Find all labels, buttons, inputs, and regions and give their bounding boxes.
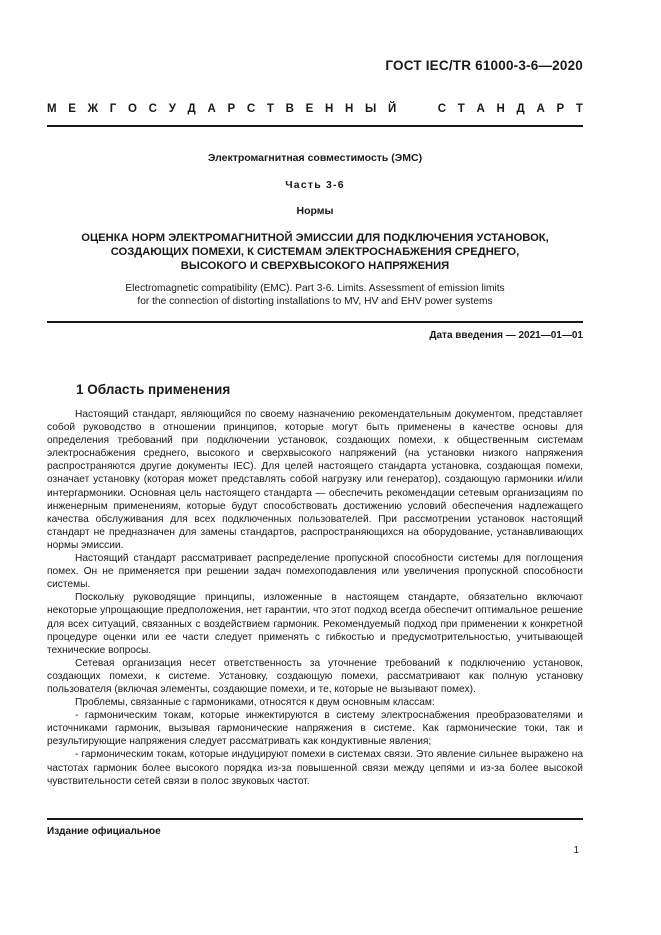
title-rule: [47, 321, 583, 323]
edition-label: Издание официальное: [47, 826, 161, 837]
subtitle: Нормы: [296, 205, 334, 217]
banner-letter: Т: [266, 103, 274, 115]
series-title: Электромагнитная совместимость (ЭМС): [207, 152, 423, 164]
banner-letter: [423, 103, 426, 115]
paragraph: Сетевая организация несет ответственность за уточнение требований к подключению установок, создающих помехи, к системе. Установку, создающую помехи, рассматривают как полную установку пользователя (включая элементы, создающие помехи, и те, которые не вызывают помех).: [47, 657, 583, 695]
banner-letter: Н: [496, 103, 505, 115]
main-title-line: ВЫСОКОГО И СВЕРХВЫСОКОГО НАПРЯЖЕНИЯ: [180, 260, 450, 272]
standard-designation: ГОСТ IEC/TR 61000-3-6—2020: [385, 58, 583, 73]
banner-letter: Е: [305, 103, 314, 115]
section-body: [47, 408, 583, 788]
banner-letter: С: [437, 103, 447, 115]
banner-letter: Н: [324, 103, 334, 115]
banner-letter: [408, 103, 411, 115]
header-rule: [47, 125, 583, 127]
section-heading: 1 Область применения: [76, 382, 231, 397]
banner-letter: Ы: [365, 103, 377, 115]
banner-letter: Ж: [87, 103, 99, 115]
banner-letter: Т: [457, 103, 465, 115]
effective-date: Дата введения — 2021—01—01: [429, 330, 583, 341]
banner-letter: А: [536, 103, 545, 115]
banner-letter: Г: [109, 103, 117, 115]
banner-letter: С: [246, 103, 256, 115]
banner-letter: С: [148, 103, 157, 115]
banner-letter: О: [128, 103, 137, 115]
main-title-line: СОЗДАЮЩИХ ПОМЕХИ, К СИСТЕМАМ ЭЛЕКТРОСНАБЖЕНИЯ СРЕДНЕГО,: [110, 246, 520, 258]
list-item: - гармоническим токам, которые индуцируют помехи в системах связи. Это явление сильнее выражено на частотах гармоник более высокого порядка из-за повышенной связи между цепями и из-за более высокой чувствительности сетей связи в полос звуковых частот.: [47, 749, 583, 787]
paragraph: Поскольку руководящие принципы, изложенные в настоящем стандарте, обязательно включают некоторые упрощающие предположения, нет гарантии, что этот подход всегда обеспечит оптимальное решение для всех ситуаций, связанных с воздействием гармоник. Рекомендуемый подход при применении к конкретной процедуре оценки или ее части следует применять с гибкостью и предусмотрительностью, учитывающей технические вопросы.: [47, 592, 583, 656]
banner-letter: Д: [516, 103, 525, 115]
footer-rule: [47, 818, 583, 820]
banner-letter: Й: [387, 103, 397, 115]
banner-letter: У: [168, 103, 176, 115]
banner-letter: Е: [68, 103, 76, 115]
banner-letter: Н: [345, 103, 354, 115]
main-title-line: ОЦЕНКА НОРМ ЭЛЕКТРОМАГНИТНОЙ ЭМИССИИ ДЛЯ ПОДКЛЮЧЕНИЯ УСТАНОВОК,: [81, 232, 549, 244]
paragraph: Проблемы, связанные с гармониками, относятся к двум основным классам:: [75, 697, 435, 709]
english-title: [47, 282, 583, 308]
banner-letter: А: [207, 103, 216, 115]
main-title: [47, 231, 583, 273]
banner-letter: А: [476, 103, 485, 115]
banner-letter: В: [285, 103, 294, 115]
paragraph: Настоящий стандарт рассматривает распределение пропускной способности системы для поглощения помех. Он не применяется при решении задач помехоподавления или увеличения пропускной способности системы.: [47, 553, 583, 591]
banner-letter: Р: [227, 103, 236, 115]
list-item: - гармоническим токам, которые инжектируются в систему электроснабжения преобразователями и источниками гармоник, вызывая гармонические напряжения в системе. Как гармонические токи, так и результирующие напряжения следует рассматривать как кондуктивные явления;: [47, 710, 583, 748]
paragraph: Настоящий стандарт, являющийся по своему назначению рекомендательным документом, представляет собой руководство в отношении принципов, которые могут быть применены в качестве основы для определения требований при подключении установок, создающих помехи, к общественным системам электроснабжения среднего, высокого и сверхвысокого напряжений (на установки низкого напряжения распространяются другие документы IEC). Для целей настоящего стандарта установка, создающая помехи, означает установку (которая может представлять собой нагрузку или генератор), создающую гармоники и/или интергармоники. Основная цель настоящего стандарта — обеспечить рекомендации сетевым организациям по инженерным применениям, которые будут способствовать достижению условий обеспечения надлежащего качества обслуживания для всех подключенных пользователей. При рассмотрении установок настоящий стандарт не предназначен для замены стандартов, распространяющихся на оборудование, устанавливающих нормы эмиссии.: [47, 409, 583, 551]
banner-letter: Т: [575, 103, 583, 115]
banner-letter: Д: [187, 103, 196, 115]
english-title-line: Electromagnetic compatibility (EMC). Part 3-6. Limits. Assessment of emission limits: [125, 283, 505, 294]
banner-letter: М: [47, 103, 57, 115]
banner-letter: Р: [556, 103, 565, 115]
page-number: 1: [573, 845, 579, 856]
english-title-line: for the connection of distorting installations to MV, HV and EHV power systems: [137, 296, 493, 307]
interstate-standard-banner: [47, 103, 583, 115]
part-label: Часть 3-6: [285, 179, 345, 191]
